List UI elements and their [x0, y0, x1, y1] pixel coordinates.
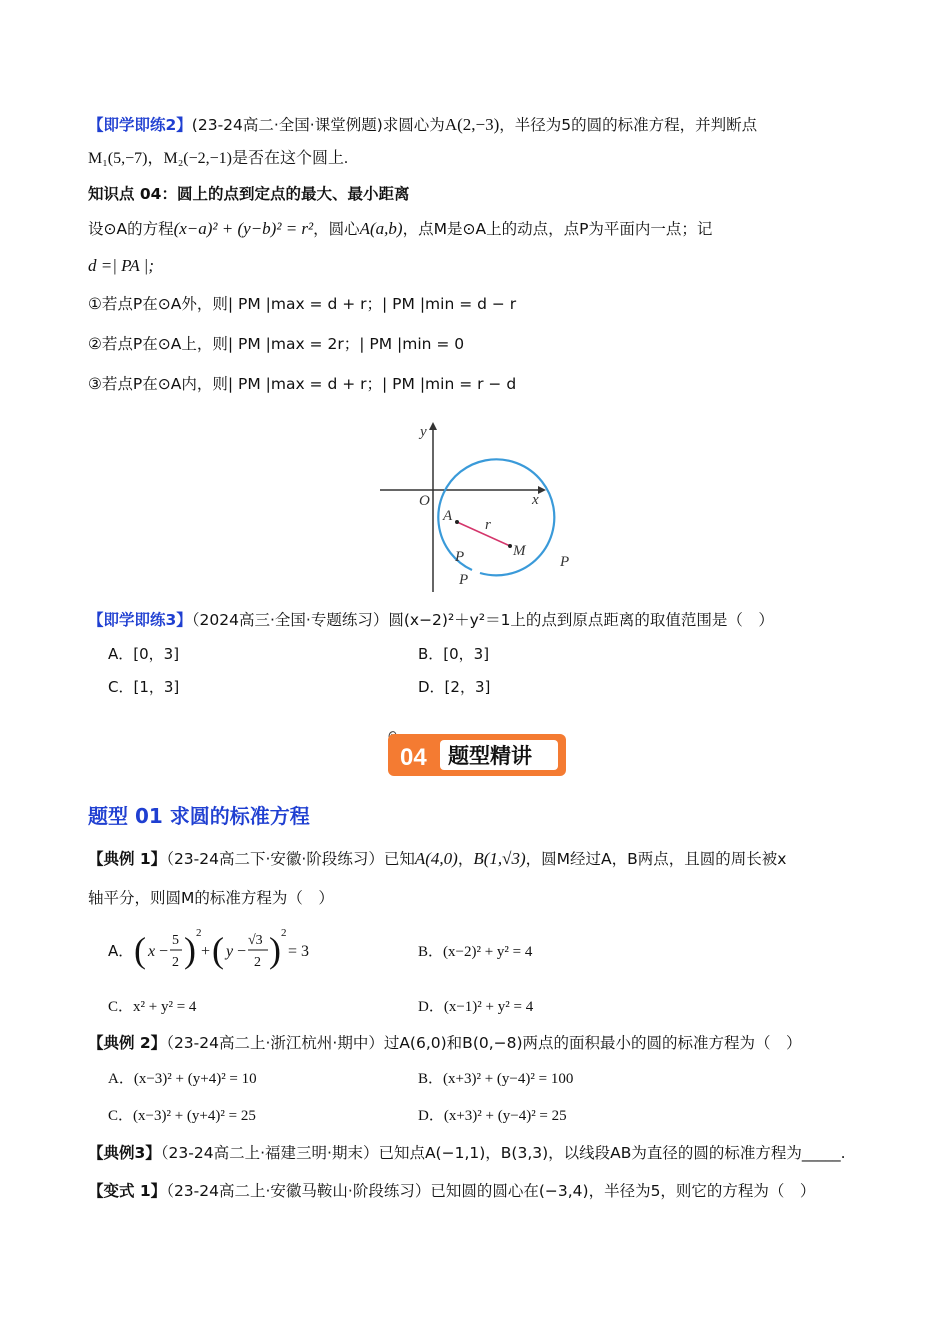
center-point [455, 520, 459, 524]
banner-label: 题型精讲 [448, 744, 532, 768]
example-1-point-a: A(4,0) [414, 849, 458, 868]
banner-number: 04 [400, 744, 427, 771]
practice-3-option-d: D．[2，3] [418, 678, 491, 696]
paren-close-1: ) [184, 930, 196, 970]
example-1-tag: 【典例 1】 [88, 850, 167, 868]
label-y: y [420, 424, 427, 440]
practice-2-text-b: ，半径为5的圆的标准方程，并判断点 [499, 116, 758, 134]
opt-a-rhs: = 3 [288, 943, 310, 960]
kp-center: A(a,b) [359, 219, 403, 238]
practice-3-line [88, 609, 774, 631]
example-1-option-a-label: A． [108, 942, 134, 960]
example-1-option-b-text: B．(x−2)² + y² = 4 [418, 944, 533, 960]
label-m: M [513, 543, 526, 559]
variant-1-tag: 【变式 1】 [88, 1182, 167, 1200]
practice-2-line1 [88, 114, 757, 136]
section-title: 题型 01 求圆的标准方程 [88, 804, 310, 828]
paren-open-2: ( [212, 930, 224, 970]
practice-2-source: (23-24高二·全国·课堂例题) [191, 116, 383, 134]
example-1-line2: 轴平分，则圆M的标准方程为（ ） [88, 889, 334, 907]
kp-body-l1a: 设⊙A的方程 [88, 220, 174, 238]
paren-close-2: ) [269, 930, 281, 970]
banner-graphic [386, 730, 568, 778]
example-1-option-a-formula [134, 922, 314, 978]
circle-distance-figure [370, 418, 590, 593]
example-1-text-a: （23-24高二下·安徽·阶段练习）已知 [166, 850, 415, 868]
practice-2-line2: M₁(5,−7)，M₂(−2,−1)是否在这个圆上. [88, 150, 348, 167]
practice-3-option-a: A．[0，3] [108, 645, 180, 663]
example-1-option-d-text: D．(x−1)² + y² = 4 [418, 999, 534, 1015]
example-2-option-a: A．(x−3)² + (y+4)² = 10 [108, 1071, 257, 1087]
section-banner [386, 730, 568, 778]
opt-a-num-2: √3 [248, 933, 263, 948]
label-x: x [532, 492, 539, 508]
practice-2-tag: 【即学即练2】 [88, 116, 192, 134]
opt-a-num-1: 5 [172, 933, 179, 948]
example-2-tag: 【典例 2】 [88, 1034, 167, 1052]
practice-3-option-b: B．[0，3] [418, 645, 490, 663]
practice-2-text-a: 求圆心为 [382, 116, 445, 134]
opt-a-minus-2: − [237, 943, 247, 960]
example-2-text: （23-24高二上·浙江杭州·期中）过A(6,0)和B(0,−8)两点的面积最小的圆的标准方程为（ ） [166, 1034, 802, 1052]
knowledge-point-title: 知识点 04：圆上的点到定点的最大、最小距离 [88, 185, 410, 203]
case-inside: ③若点P在⊙A内，则| PM |max = d + r；| PM |min = r − d [88, 375, 517, 393]
kp-body-l1b: ，圆心 [313, 220, 360, 238]
example-1-option-c-text: C．x² + y² = 4 [108, 999, 197, 1015]
example-1-text-b: ，圆M经过A，B两点，且圆的周长被x [525, 850, 787, 868]
opt-a-sq-1: 2 [196, 927, 202, 939]
opt-a-plus: + [201, 943, 211, 960]
label-p-inside: P [455, 549, 465, 565]
practice-3-tag: 【即学即练3】 [88, 611, 192, 629]
opt-a-sq-2: 2 [281, 927, 287, 939]
label-origin: O [419, 493, 430, 509]
example-3-tag: 【典例3】 [88, 1144, 161, 1162]
case-outside: ①若点P在⊙A外，则| PM |max = d + r；| PM |min = d − r [88, 295, 517, 313]
case-on-circle: ②若点P在⊙A上，则| PM |max = 2r；| PM |min = 0 [88, 335, 465, 353]
practice-3-option-c: C．[1，3] [108, 678, 180, 696]
example-2-option-d: D．(x+3)² + (y−4)² = 25 [418, 1108, 567, 1124]
practice-2-center: A(2,−3) [444, 115, 500, 134]
example-2-option-b: B．(x+3)² + (y−4)² = 100 [418, 1071, 574, 1087]
paren-open-1: ( [134, 930, 146, 970]
example-1-option-b [418, 940, 532, 963]
example-1-option-d [418, 995, 533, 1018]
label-a: A [443, 508, 453, 524]
y-axis-arrow [429, 422, 437, 430]
opt-a-x: x [148, 943, 156, 960]
radius-segment [457, 522, 510, 546]
variant-1-line [88, 1180, 815, 1202]
example-2-line [88, 1032, 802, 1054]
kp-body-l1c: ，点M是⊙A上的动点，点P为平面内一点；记 [402, 220, 713, 238]
opt-a-den-1: 2 [172, 955, 179, 970]
opt-a-minus-1: − [159, 943, 169, 960]
example-3-text: （23-24高二上·福建三明·期末）已知点A(−1,1)，B(3,3)，以线段AB为直径的圆的标准方程为_____. [160, 1144, 846, 1162]
opt-a-den-2: 2 [254, 955, 261, 970]
example-1-line1: 【典例 1】（23-24高二下·安徽·阶段练习）已知A(4,0)，B(1,√3)，圆M经过A，B两点，且圆的周长被x [88, 849, 787, 868]
label-p-outside: P [560, 554, 570, 570]
example-3-line [88, 1142, 846, 1164]
example-1-point-b: B(1,√3) [473, 849, 526, 868]
practice-3-text: （2024高三·全国·专题练习）圆(x−2)²＋y²＝1上的点到原点距离的取值范围是（ ） [191, 611, 774, 629]
kp-body-line2: d =| PA |; [88, 256, 154, 275]
example-2-option-c: C．(x−3)² + (y+4)² = 25 [108, 1108, 256, 1124]
label-p-on: P [459, 572, 469, 588]
opt-a-y: y [226, 943, 234, 960]
kp-circle-equation: (x−a)² + (y−b)² = r² [173, 219, 314, 238]
kp-body-line1 [88, 218, 712, 240]
variant-1-text: （23-24高二上·安徽马鞍山·阶段练习）已知圆的圆心在(−3,4)，半径为5，则它的方程为（ ） [166, 1182, 816, 1200]
point-m [508, 544, 512, 548]
label-r: r [485, 517, 491, 533]
example-1-option-c [108, 995, 196, 1018]
